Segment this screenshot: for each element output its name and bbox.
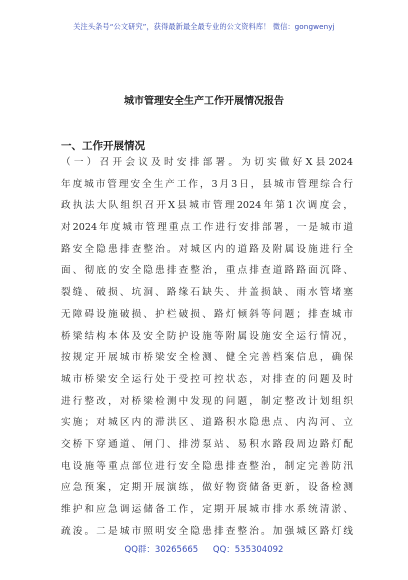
body-line: 对2024年度城市管理重点工作进行安排部署，一是城市道	[61, 222, 353, 234]
footer-contact	[0, 543, 408, 555]
body-line: 应急预案，定期开展演练，做好物资储备更新，设备检测	[61, 482, 353, 494]
body-line: 进行整改，对桥梁检测中发现的问题，制定整改计划组织	[61, 395, 353, 407]
body-line: 面、彻底的安全隐患排查整治，重点排查道路路面沉降、	[61, 265, 353, 277]
document-body	[61, 152, 353, 542]
body-line: 年度城市管理安全生产工作，3月3日，县城市管理综合行	[61, 178, 353, 190]
body-line: 裂缝、破损、坑洞、路缘石缺失、井盖损缺、雨水管堵塞	[61, 287, 353, 299]
body-line: 无障碍设施破损、护栏破损、路灯倾斜等问题；排查城市	[61, 308, 353, 320]
body-line: 政执法大队组织召开X县城市管理2024年第1次调度会，	[61, 200, 353, 212]
body-line: （一）召开会议及时安排部署。为切实做好X县2024	[61, 157, 353, 168]
body-line: 路安全隐患排查整治。对城区内的道路及附属设施进行全	[61, 243, 353, 255]
body-line: 城市桥梁安全运行处于受控可控状态，对排查的问题及时	[61, 373, 353, 385]
qq-group-number: QQ群：30265665	[124, 545, 199, 555]
promo-banner: 关注头条号“公文研究”，获得最新最全最专业的公文资料库！ 微信：gongwenyj	[73, 22, 335, 31]
body-line: 疏浚。二是城市照明安全隐患排查整治。加强城区路灯线	[61, 525, 353, 537]
body-line: 按规定开展城市桥梁安全检测、健全完善档案信息，确保	[61, 352, 353, 364]
body-line: 实施；对城区内的滞洪区、道路积水隐患点、内沟河、立	[61, 417, 353, 429]
document-title: 城市管理安全生产工作开展情况报告	[124, 96, 284, 107]
body-line: 电设施等重点部位进行安全隐患排查整治，制定完善防汛	[61, 460, 353, 472]
section-heading: 一、工作开展情况	[61, 140, 145, 152]
qq-number: QQ：535304092	[212, 545, 284, 555]
body-line: 交桥下穿通道、闸门、排涝泵站、易积水路段周边路灯配	[61, 438, 353, 450]
body-line: 桥梁结构本体及安全防护设施等附属设施安全运行情况，	[61, 330, 353, 342]
body-line: 维护和应急调运储备工作，定期开展城市排水系统清淤、	[61, 504, 353, 515]
